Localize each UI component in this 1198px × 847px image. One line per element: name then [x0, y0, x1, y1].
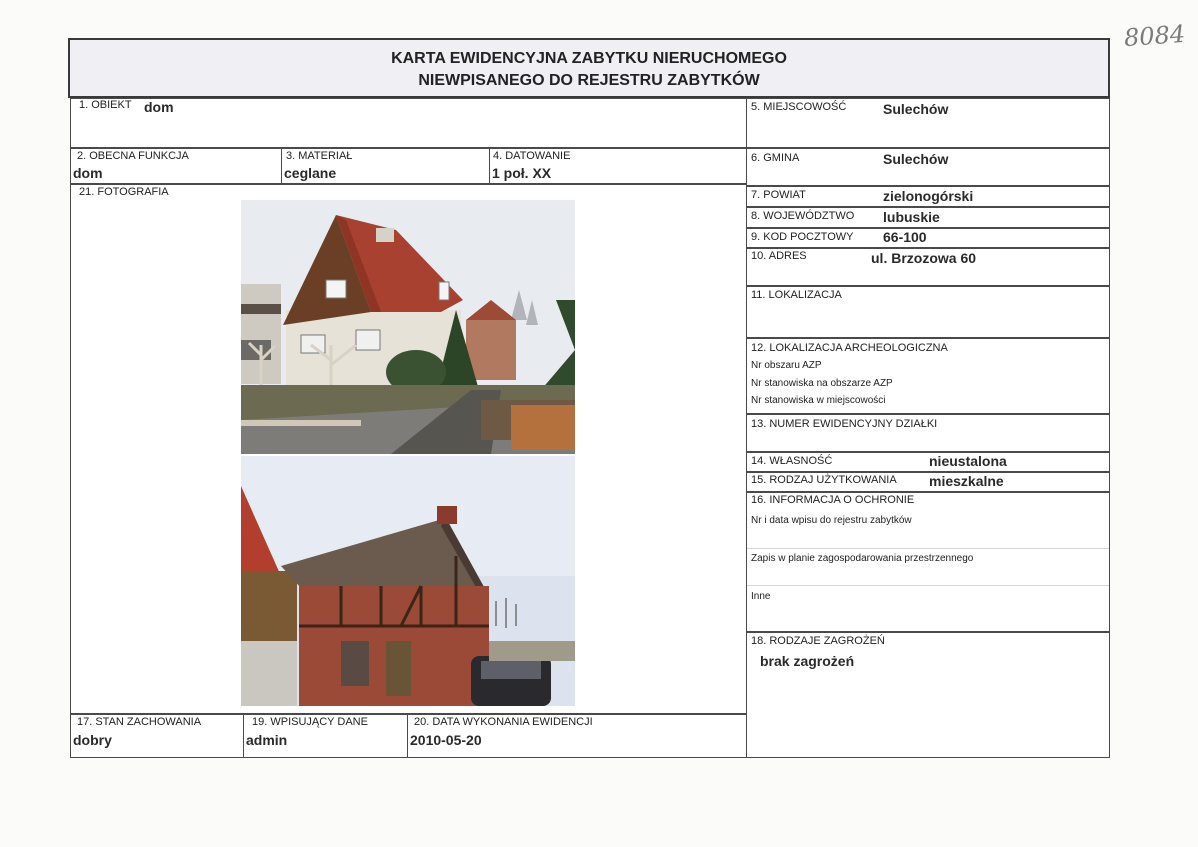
field-data-label: 20. DATA WYKONANIA EWIDENCJI [414, 716, 593, 728]
field-uzytkowanie-label: 15. RODZAJ UŻYTKOWANIA [751, 474, 897, 486]
field-kod-label: 9. KOD POCZTOWY [751, 231, 854, 243]
photo-half-timbered-building [241, 456, 575, 706]
field-material-label: 3. MATERIAŁ [286, 150, 353, 162]
field-archeo [746, 338, 1110, 414]
field-ochrona-line1: Nr i data wpisu do rejestru zabytków [751, 515, 912, 526]
field-archeo-line3: Nr stanowiska w miejscowości [751, 395, 886, 406]
field-datowanie-label: 4. DATOWANIE [493, 150, 571, 162]
field-adres-value: ul. Brzozowa 60 [871, 250, 977, 266]
field-adres [746, 248, 1110, 286]
field-miejscowosc-value: Sulechów [883, 101, 949, 117]
field-powiat-label: 7. POWIAT [751, 189, 806, 201]
card-header [68, 38, 1110, 98]
field-fotografia-label: 21. FOTOGRAFIA [79, 186, 169, 198]
field-archeo-label: 12. LOKALIZACJA ARCHEOLOGICZNA [751, 342, 948, 354]
field-wpisujacy-value: admin [246, 732, 288, 748]
field-wojewodztwo-label: 8. WOJEWÓDZTWO [751, 210, 855, 222]
field-adres-label: 10. ADRES [751, 250, 807, 262]
field-data [407, 714, 747, 758]
field-material-value: ceglane [284, 165, 337, 181]
field-zagrozenia-value: brak zagrożeń [760, 653, 855, 669]
field-uzytkowanie-value: mieszkalne [929, 473, 1004, 489]
card-title-line1: KARTA EWIDENCYJNA ZABYTKU NIERUCHOMEGO [391, 50, 787, 67]
photo-house-front [241, 200, 575, 454]
field-datowanie-value: 1 poł. XX [492, 165, 552, 181]
field-archeo-line1: Nr obszaru AZP [751, 360, 822, 371]
field-wpisujacy [243, 714, 408, 758]
field-wlasnosc-value: nieustalona [929, 453, 1007, 469]
field-kod-value: 66-100 [883, 229, 927, 245]
field-funkcja [70, 148, 282, 184]
field-stan-value: dobry [73, 732, 112, 748]
field-ochrona-line2: Zapis w planie zagospodarowania przestrzennego [751, 553, 974, 564]
field-miejscowosc [746, 98, 1110, 148]
field-powiat-value: zielonogórski [883, 188, 974, 204]
field-dzialka-label: 13. NUMER EWIDENCYJNY DZIAŁKI [751, 418, 938, 430]
field-funkcja-label: 2. OBECNA FUNKCJA [77, 150, 189, 162]
field-zagrozenia-label: 18. RODZAJE ZAGROŻEŃ [751, 635, 885, 647]
field-obiekt-value: dom [144, 99, 174, 115]
field-lokalizacja-label: 11. LOKALIZACJA [751, 289, 842, 301]
field-gmina [746, 148, 1110, 186]
field-kod [746, 228, 1110, 248]
field-ochrona-line3: Inne [751, 591, 771, 602]
field-zagrozenia [746, 632, 1110, 758]
field-stan [70, 714, 244, 758]
field-ochrona-label: 16. INFORMACJA O OCHRONIE [751, 494, 915, 506]
field-datowanie [489, 148, 747, 184]
field-miejscowosc-label: 5. MIEJSCOWOŚĆ [751, 101, 847, 113]
field-powiat [746, 186, 1110, 207]
field-wpisujacy-label: 19. WPISUJĄCY DANE [252, 716, 368, 728]
field-lokalizacja [746, 286, 1110, 338]
field-stan-label: 17. STAN ZACHOWANIA [77, 716, 202, 728]
field-ochrona [746, 492, 1110, 632]
field-obiekt [70, 98, 747, 148]
field-gmina-value: Sulechów [883, 151, 949, 167]
field-archeo-line2: Nr stanowiska na obszarze AZP [751, 378, 893, 389]
ochrona-divider-2 [747, 585, 1109, 586]
ochrona-divider-1 [747, 548, 1109, 549]
field-wlasnosc [746, 452, 1110, 472]
handwritten-number: 8084 [1123, 19, 1186, 53]
field-data-value: 2010-05-20 [410, 732, 482, 748]
field-dzialka [746, 414, 1110, 452]
field-wojewodztwo [746, 207, 1110, 228]
field-wojewodztwo-value: lubuskie [883, 209, 940, 225]
field-obiekt-label: 1. OBIEKT [79, 99, 132, 111]
field-wlasnosc-label: 14. WŁASNOŚĆ [751, 455, 833, 467]
card-title-line2: NIEWPISANEGO DO REJESTRU ZABYTKÓW [418, 72, 760, 89]
field-uzytkowanie [746, 472, 1110, 492]
field-material [281, 148, 490, 184]
field-gmina-label: 6. GMINA [751, 152, 800, 164]
field-funkcja-value: dom [73, 165, 103, 181]
